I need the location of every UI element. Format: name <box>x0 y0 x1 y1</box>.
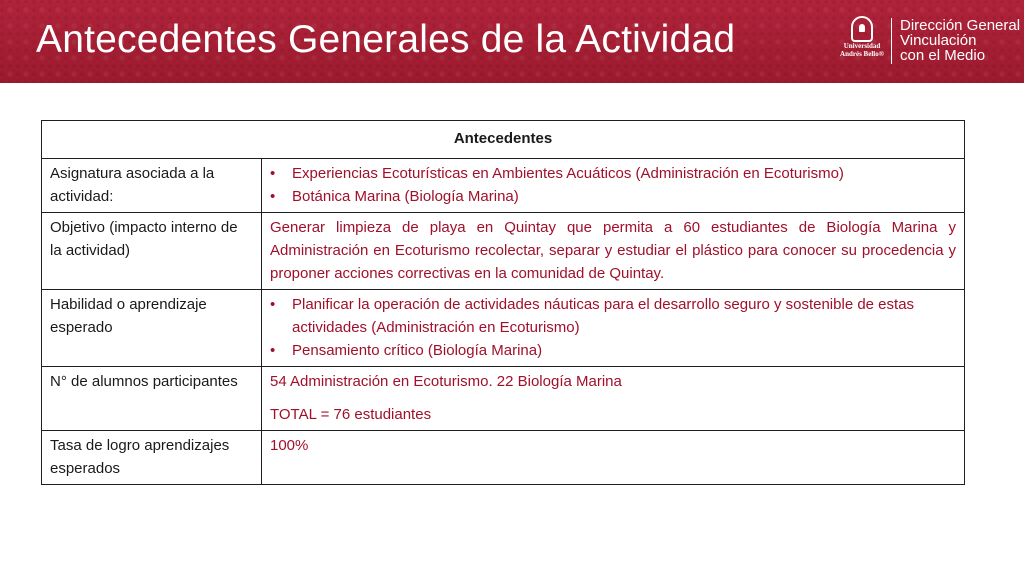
table-heading: Antecedentes <box>42 121 965 159</box>
header-banner <box>0 0 1024 83</box>
table-row <box>42 213 965 290</box>
university-logo <box>838 16 886 68</box>
row-value: 100% <box>262 431 965 485</box>
row-label: Objetivo (impacto interno de la actividad) <box>42 213 262 290</box>
row-label: Tasa de logro aprendizajes esperados <box>42 431 262 485</box>
page-title: Antecedentes Generales de la Actividad <box>36 18 736 61</box>
list-item: • Botánica Marina (Biología Marina) <box>292 185 956 208</box>
logo-divider <box>891 18 892 64</box>
antecedentes-table <box>41 120 965 485</box>
row-value <box>262 367 965 431</box>
table-row <box>42 367 965 431</box>
logo-university-line1: Universidad <box>843 42 881 50</box>
logo-university-line2: Andrés Bello® <box>840 50 884 58</box>
table-row <box>42 290 965 367</box>
row-label: Habilidad o aprendizaje esperado <box>42 290 262 367</box>
students-line: 54 Administración en Ecoturismo. 22 Biología Marina <box>270 373 622 390</box>
bullet-list <box>270 162 956 208</box>
table-header-row <box>42 121 965 159</box>
list-item: • Planificar la operación de actividades náuticas para el desarrollo seguro y sostenible de estas actividades (Administración en Ecoturismo) <box>292 293 956 339</box>
brand-text <box>900 18 1020 63</box>
brand-line1: Dirección General <box>900 17 1021 34</box>
crest-icon <box>851 16 873 42</box>
list-item: • Pensamiento crítico (Biología Marina) <box>292 339 956 362</box>
row-label: Asignatura asociada a la actividad: <box>42 159 262 213</box>
brand-line2: Vinculación <box>900 32 977 49</box>
row-value <box>262 159 965 213</box>
total-line: TOTAL = 76 estudiantes <box>270 406 432 423</box>
table-row <box>42 159 965 213</box>
list-item: • Experiencias Ecoturísticas en Ambientes Acuáticos (Administración en Ecoturismo) <box>292 162 956 185</box>
row-value <box>262 290 965 367</box>
table-row <box>42 431 965 485</box>
brand-line3: con el Medio <box>900 47 986 64</box>
row-label: N° de alumnos participantes <box>42 367 262 431</box>
row-value: Generar limpieza de playa en Quintay que permita a 60 estudiantes de Biología Marina y Administración en Ecoturismo recolectar, separar y estudiar el plástico para conocer su procedencia y proponer acciones correctivas en la comunidad de Quintay. <box>262 213 965 290</box>
bullet-list <box>270 293 956 362</box>
